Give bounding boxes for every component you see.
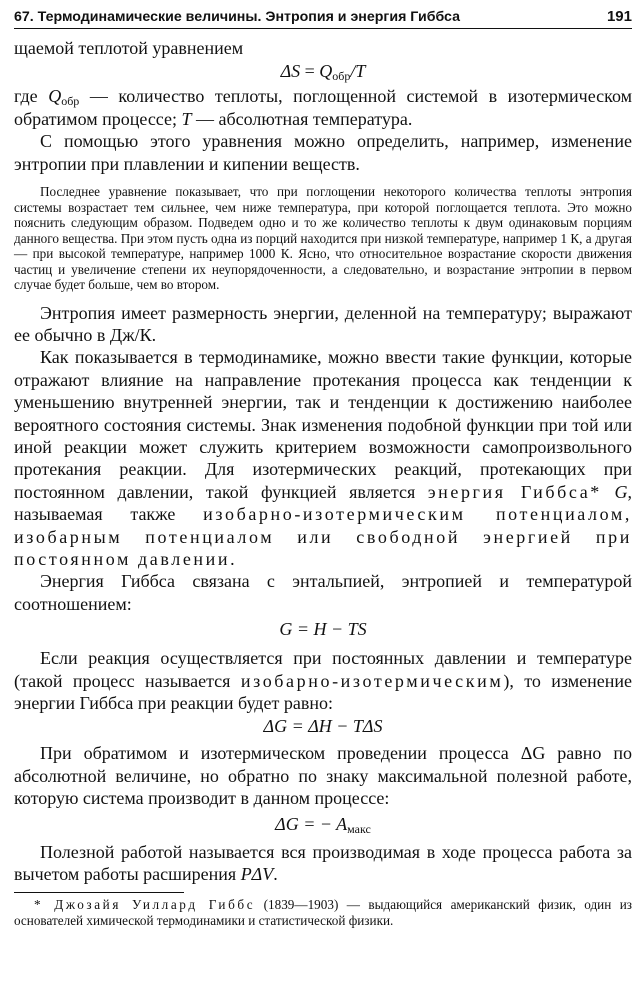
term-gibbs-energy: энергия Гиббса* — [427, 481, 602, 502]
formula-gibbs: G = H − TS — [279, 619, 367, 640]
p5-g: G — [614, 481, 628, 502]
paragraph-1: щаемой теплотой уравнением — [14, 38, 244, 58]
p9-pdv: PΔV — [240, 864, 274, 885]
paragraph-3: С помощью этого уравнения можно определить, например, изменение энтропии при плавлении и кипении веществ. — [14, 131, 632, 174]
formula-entropy-eq: = — [300, 61, 320, 82]
p5-mid: , называемая также — [14, 481, 632, 525]
page-number: 191 — [606, 8, 632, 25]
p7-end: ), то изменение энергии Гиббса при реакции будет равно: — [14, 670, 633, 714]
running-head — [14, 8, 632, 29]
p2-mid: — количество теплоты, поглощенной системой в изотермическом обратимом процессе; — [14, 86, 633, 129]
paragraph-8: При обратимом и изотермическом проведении процесса ΔG равно по абсолютной величине, но обратно по знаку максимальной полезной работе, которую система производит в данном процессе: — [14, 743, 632, 809]
formula-max-work — [14, 813, 632, 836]
formula-entropy-sub: обр — [332, 69, 351, 84]
footnote — [14, 897, 632, 928]
small-print-paragraph: Последнее уравнение показывает, что при поглощении некоторого количества теплоты энтропия системы возрастает тем сильнее, чем ниже температура, при которой поглощается теплота. Это можно пояснить следующим образом. Подведем одно и то же количество теплоты к двум одинаковым порциям данного вещества. При этом пусть одна из порций находится при низкой температуре, например 1 К, а другая — при высокой температуре, например 1000 К. Ясно, что относительное возрастание скорости движения частиц и увеличение степени их неупорядоченности, а следовательно, и возрастание энтропии в первом случае будет больше, чем во втором. — [14, 184, 632, 293]
p2-end: — абсолютная температура. — [191, 108, 413, 129]
paragraph-2 — [14, 85, 632, 130]
paragraph-6: Энергия Гиббса связана с энтальпией, энтропией и температурой соотношением: — [14, 571, 632, 614]
p2-q: Q — [48, 86, 62, 107]
paragraph-7 — [14, 647, 632, 714]
footnote-name: * Джозайя Уиллард Гиббс — [34, 897, 256, 913]
formula-delta-g: ΔG = ΔH − TΔS — [263, 716, 383, 737]
paragraph-4: Энтропия имеет размерность энергии, деленной на температуру; выражают ее обычно в Дж/К. — [14, 302, 632, 345]
paragraph-9 — [14, 841, 632, 886]
p7-start: Если реакция осуществляется при постоянных давлении и температуре (такой процесс называется — [14, 648, 632, 691]
formula-max-work-sub: макс — [347, 821, 371, 836]
footnote-text: (1839—1903) — выдающийся американский физик, один из основателей химической термодинамики и статистической физики. — [14, 897, 633, 928]
formula-entropy-lhs: ΔS — [280, 61, 301, 82]
p5-end: . — [230, 549, 235, 569]
p2-sub: обр — [61, 94, 80, 109]
p2-t: T — [181, 108, 192, 129]
running-head-title: 67. Термодинамические величины. Энтропия и энергия Гиббса — [14, 9, 460, 25]
term-isobaric-isothermal: изобарно-изотермическим — [240, 670, 504, 691]
footnote-rule — [14, 892, 184, 893]
page — [14, 8, 632, 928]
p9-text: Полезной работой называется вся производимая в ходе процесса работа за вычетом работы расширения — [14, 841, 632, 885]
p5-text: Как показывается в термодинамике, можно ввести такие функции, которые отражают влияние на направление протекания процесса как тенденции к уменьшению внутренней энергии, так и тенденции к достижению наиболее вероятного состояния системы. Знак изменения подобной функции при той или иной реакции может служить критерием возможности самопроизвольного протекания реакции. Для изотермических реакций, протекающих при постоянном давлении, такой функцией является — [14, 347, 632, 502]
formula-entropy-q: Q — [319, 61, 333, 82]
formula-entropy — [14, 60, 632, 83]
paragraph-5 — [14, 346, 632, 570]
p9-end: . — [273, 864, 278, 885]
formula-max-work-lhs: ΔG = − A — [275, 813, 348, 834]
term-isobaric-potential: изобарно-изотермическим потенциалом, изобарным потенциалом или свободной энергией при постоянном давлении — [14, 504, 632, 569]
p2-start: где — [14, 86, 49, 107]
formula-entropy-rest: /T — [350, 61, 366, 82]
